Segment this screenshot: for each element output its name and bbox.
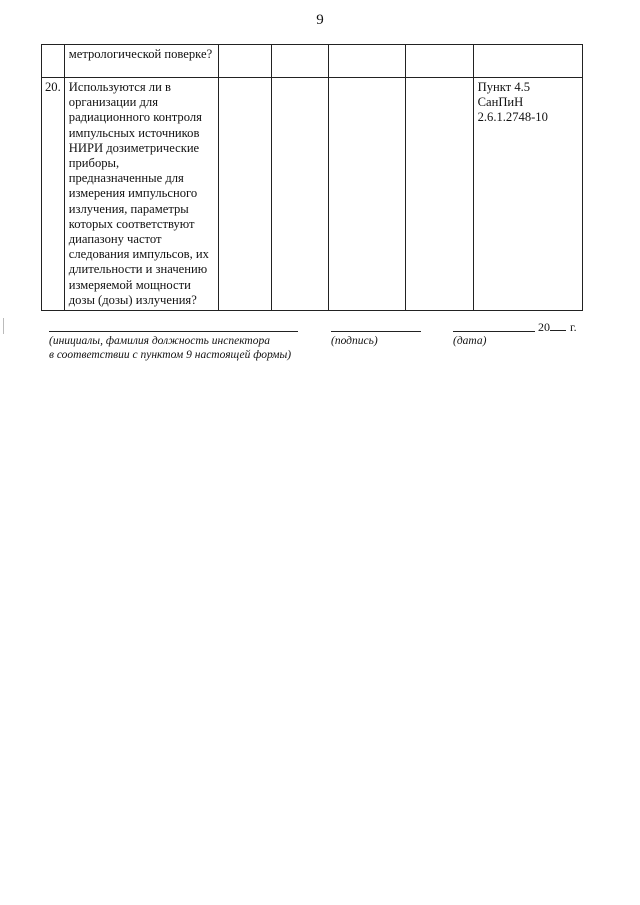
inspector-caption-line2: в соответствии с пунктом 9 настоящей формы)	[49, 349, 292, 361]
table-row-20	[42, 78, 583, 311]
cell-question: Используются ли в организации для радиационного контроля импульсных источников НИРИ дозиметрические приборы, предназначенные для измерения импульсного излучения, параметры которых соответствуют диапазону частот следования импульсов, их длительности и значению измеряемой мощности дозы (дозы) излучения?	[64, 78, 218, 311]
cell-answer-na	[328, 78, 405, 311]
signature-caption: (подпись)	[331, 335, 378, 347]
signature-line	[331, 331, 421, 332]
cell-note	[406, 78, 473, 311]
year-suffix: г.	[570, 320, 577, 334]
scan-margin-mark	[3, 318, 4, 334]
cell-number: 20.	[42, 78, 65, 311]
table-row-continued	[42, 45, 583, 78]
date-caption: (дата)	[453, 335, 487, 347]
year-prefix: 20	[538, 320, 550, 334]
page-number: 9	[316, 12, 324, 28]
year-blank-line	[550, 319, 566, 331]
checklist-table	[41, 44, 583, 311]
inspector-caption-line1: (инициалы, фамилия должность инспектора	[49, 335, 270, 347]
cell-answer-yes	[218, 78, 272, 311]
cell-answer-yes	[218, 45, 272, 78]
inspector-name-line	[49, 331, 298, 332]
cell-note	[406, 45, 473, 78]
cell-reference: Пункт 4.5 СанПиН 2.6.1.2748-10	[473, 78, 582, 311]
cell-reference	[473, 45, 582, 78]
cell-answer-na	[328, 45, 405, 78]
cell-question: метрологической поверке?	[64, 45, 218, 78]
date-line	[453, 331, 535, 332]
cell-number	[42, 45, 65, 78]
cell-answer-no	[272, 45, 329, 78]
year-field	[538, 319, 577, 335]
cell-answer-no	[272, 78, 329, 311]
